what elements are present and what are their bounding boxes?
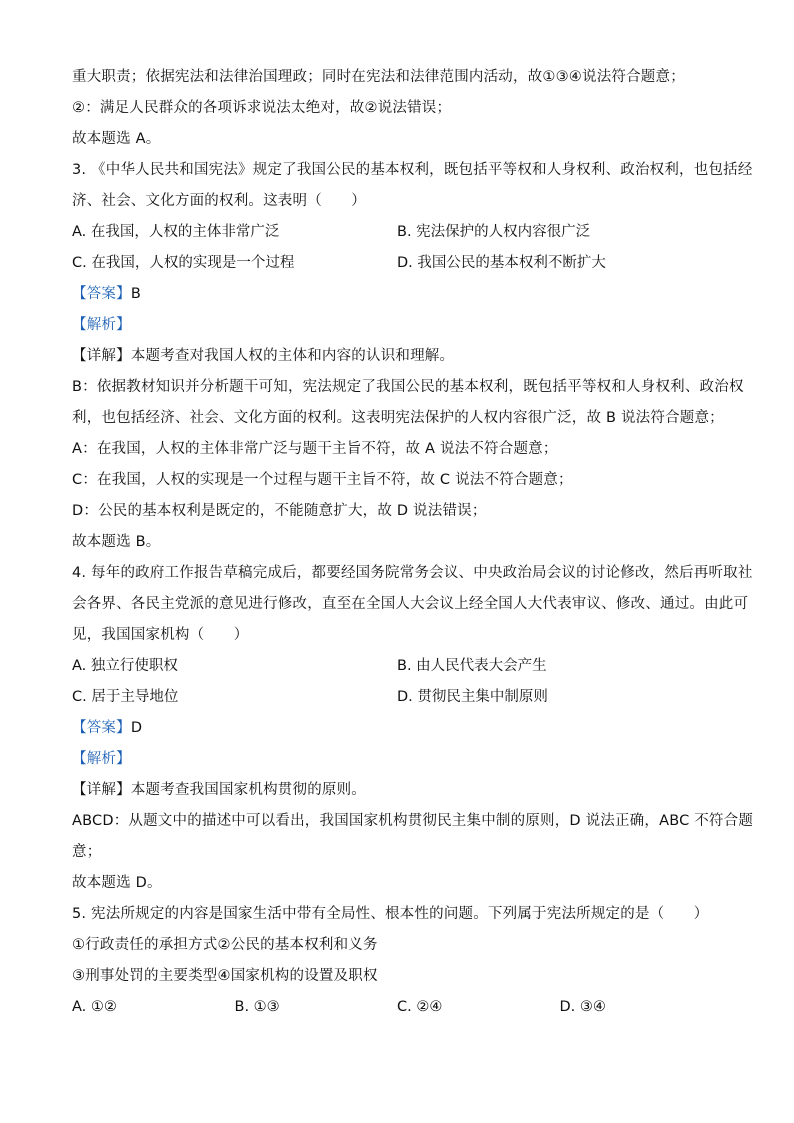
answer-value: B [130,286,141,302]
text-line: 利，也包括经济、社会、文化方面的权利。这表明宪法保护的人权内容很广泛，故 B 说法符合题意； [72,410,724,426]
option-d: D. 我国公民的基本权利不断扩大 [397,255,606,271]
detail-tag: 【详解】 [72,348,131,364]
question-4-options [72,651,722,682]
text-line: 故本题选 D。 [72,875,162,891]
question-4-options [72,682,722,713]
option-c: C. 居于主导地位 [72,689,179,705]
question-5-items: ③刑事处罚的主要类型④国家机构的设置及职权 [72,968,378,984]
answer-line [72,279,722,310]
text-line: 故本题选 A。 [72,131,161,147]
question-4-stem: 见，我国国家机构（ ） [72,627,249,643]
analysis-tag: 【解析】 [72,317,131,333]
text-line: C：在我国，人权的实现是一个过程与题干主旨不符，故 C 说法不符合题意； [72,472,573,488]
question-5-options [72,992,722,1023]
answer-tag: 【答案】 [72,286,131,302]
option-c: C. ②④ [397,999,443,1015]
option-a: A. ①② [72,999,117,1015]
text-line: B：依据教材知识并分析题干可知，宪法规定了我国公民的基本权利，既包括平等权和人身权利、政治权 [72,379,744,395]
text-line: 重大职责；依据宪法和法律治国理政；同时在宪法和法律范围内活动，故①③④说法符合题意； [72,69,685,85]
detail-tag: 【详解】 [72,782,131,798]
option-d: D. 贯彻民主集中制原则 [397,689,548,705]
text-line: ABCD：从题文中的描述中可以看出，我国国家机构贯彻民主集中制的原则，D 说法正确，ABC 不符合题 [72,813,754,829]
option-a: A. 独立行使职权 [72,658,178,674]
detail-line [72,775,722,806]
question-4-stem: 会各界、各民主党派的意见进行修改，直至在全国人大会议上经全国人大代表审议、修改、通过。由此可 [72,596,749,612]
option-b: B. 宪法保护的人权内容很广泛 [397,224,591,240]
question-3-options [72,217,722,248]
text-line: 故本题选 B。 [72,534,161,550]
text-line: D：公民的基本权利是既定的，不能随意扩大，故 D 说法错误； [72,503,487,519]
analysis-tag: 【解析】 [72,751,131,767]
question-5-stem: 5. 宪法所规定的内容是国家生活中带有全局性、根本性的问题。下列属于宪法所规定的是（ ） [72,906,709,922]
option-b: B. 由人民代表大会产生 [397,658,547,674]
answer-line [72,713,722,744]
option-c: C. 在我国，人权的实现是一个过程 [72,255,295,271]
detail-text: 本题考查对我国人权的主体和内容的认识和理解。 [130,348,455,364]
document-page [72,62,754,1023]
question-5-items: ①行政责任的承担方式②公民的基本权利和义务 [72,937,378,953]
text-line: A：在我国，人权的主体非常广泛与题干主旨不符，故 A 说法不符合题意； [72,441,558,457]
question-4-stem: 4. 每年的政府工作报告草稿完成后，都要经国务院常务会议、中央政治局会议的讨论修改，然后再听取社 [72,565,753,581]
question-3-stem: 济、社会、文化方面的权利。这表明（ ） [72,193,366,209]
detail-text: 本题考查我国国家机构贯彻的原则。 [130,782,367,798]
option-b: B. ①③ [234,999,280,1015]
text-line: ②：满足人民群众的各项诉求说法太绝对，故②说法错误； [72,100,452,116]
text-line: 意； [72,844,102,860]
question-3-stem: 3. 《中华人民共和国宪法》规定了我国公民的基本权利，既包括平等权和人身权利、政治权利，也包括经 [72,162,753,178]
option-d: D. ③④ [559,999,606,1015]
answer-value: D [130,720,143,736]
answer-tag: 【答案】 [72,720,131,736]
analysis-line [72,310,722,341]
detail-line [72,341,722,372]
analysis-line [72,744,722,775]
question-3-options [72,248,722,279]
option-a: A. 在我国，人权的主体非常广泛 [72,224,280,240]
